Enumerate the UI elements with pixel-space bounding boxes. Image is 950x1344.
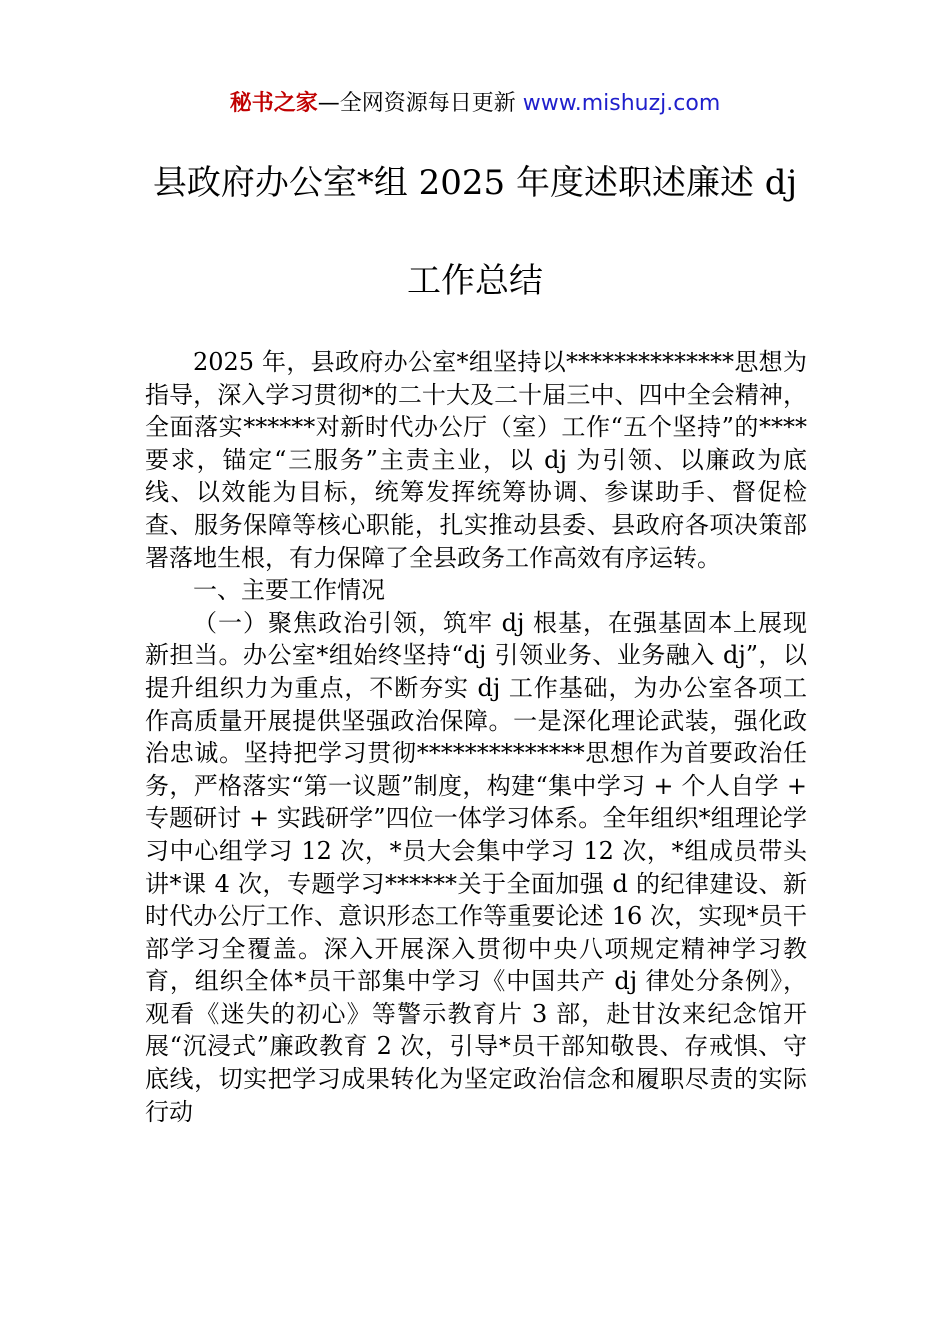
body-paragraph: （一）聚焦政治引领，筑牢 dj 根基，在强基固本上展现新担当。办公室*组始终坚持“dj 引领业务、业务融入 dj”，以提升组织力为重点，不断夯实 dj 工作基础，为办公室各项工作高质量开展提供坚强政治保障。一是深化理论武装，强化政治忠诚。坚持把学习贯彻**************思想作为首要政治任务，严格落实“第一议题”制度，构建“集中学习 + 个人自学 + 专题研讨 + 实践研学”四位一体学习体系。全年组织*组理论学习中心组学习 12 次，*员大会集中学习 12 次，*组成员带头讲*课 4 次，专题学习******关于全面加强 d 的纪律建设、新时代办公厅工作、意识形态工作等重要论述 16 次，实现*员干部学习全覆盖。深入开展深入贯彻中央八项规定精神学习教育，组织全体*员干部集中学习《中国共产 dj 律处分条例》，观看《迷失的初心》等警示教育片 3 部，赴甘汝来纪念馆开展“沉浸式”廉政教育 2 次，引导*员干部知敬畏、存戒惧、守底线，切实把学习成果转化为坚定政治信念和履职尽责的实际行动 <box>145 608 807 1126</box>
document-title-line-2: 工作总结 <box>407 261 543 301</box>
document-title-line-1: 县政府办公室*组 2025 年度述职述廉述 dj <box>152 163 798 203</box>
section-heading: 一、主要工作情况 <box>193 576 385 605</box>
site-header <box>0 88 950 120</box>
intro-paragraph: 2025 年，县政府办公室*组坚持以**************思想为指导，深入学习贯彻*的二十大及二十届三中、四中全会精神，全面落实******对新时代办公厅（室）工作“五个坚持”的****要求，锚定“三服务”主责主业，以 dj 为引领、以廉政为底线、以效能为目标，统筹发挥统筹协调、参谋助手、督促检查、服务保障等核心职能，扎实推动县委、县政府各项决策部署落地生根，有力保障了全县政务工作高效有序运转。 <box>145 348 807 572</box>
site-tagline: —全网资源每日更新 <box>317 91 523 116</box>
site-url-link[interactable]: www.mishuzj.com <box>522 91 721 116</box>
document-body <box>145 346 807 1128</box>
site-brand: 秘书之家 <box>229 91 318 116</box>
